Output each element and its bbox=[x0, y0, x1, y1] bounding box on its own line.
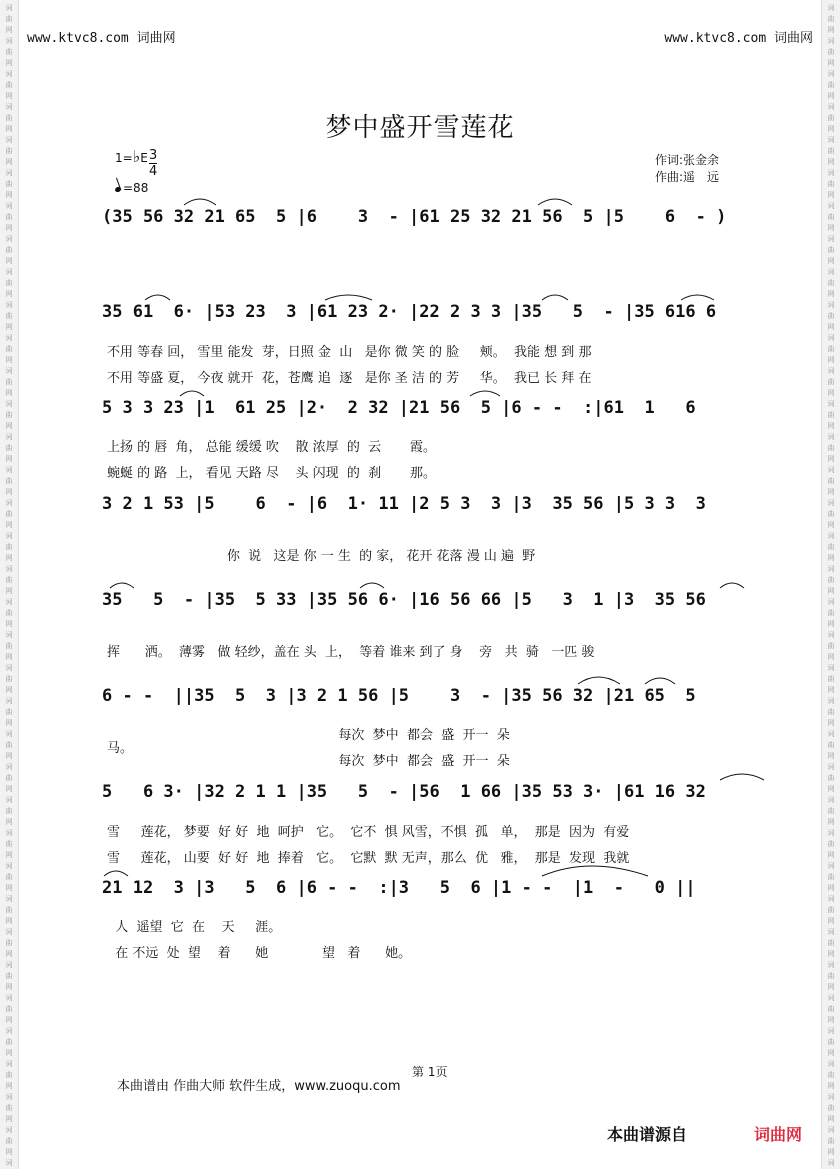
jianpu-notes: 35 5 - |35 5 33 |35 56 6· |16 56 66 |5 3 1 |3 35 56 bbox=[102, 590, 706, 610]
slur-arc bbox=[542, 866, 648, 876]
watermark-glyph: 词 bbox=[827, 466, 835, 474]
watermark-glyph: 网 bbox=[827, 1049, 835, 1057]
watermark-glyph: 曲 bbox=[827, 213, 835, 221]
watermark-glyph: 词 bbox=[5, 664, 13, 672]
watermark-glyph: 曲 bbox=[5, 675, 13, 683]
watermark-glyph: 词 bbox=[827, 136, 835, 144]
watermark-glyph: 网 bbox=[5, 818, 13, 826]
watermark-glyph: 词 bbox=[827, 169, 835, 177]
watermark-glyph: 词 bbox=[827, 532, 835, 540]
source-label: 本曲谱源自 bbox=[607, 1125, 688, 1144]
lyric-line: 不用 等盛 夏， 今夜 就开 花，苍鹰 追 逐 是你 圣 洁 的 芳 华。 我已 长 拜 在 bbox=[107, 371, 592, 386]
watermark-glyph: 词 bbox=[5, 1159, 13, 1167]
watermark-glyph: 网 bbox=[5, 587, 13, 595]
watermark-glyph: 网 bbox=[5, 917, 13, 925]
watermark-glyph: 曲 bbox=[827, 510, 835, 518]
watermark-glyph: 词 bbox=[5, 1126, 13, 1134]
watermark-glyph: 词 bbox=[5, 895, 13, 903]
watermark-glyph: 词 bbox=[827, 697, 835, 705]
lyric-line: 每次 梦中 都会 盛 开一 朵 bbox=[107, 728, 510, 743]
watermark-glyph: 曲 bbox=[827, 972, 835, 980]
watermark-glyph: 网 bbox=[5, 323, 13, 331]
watermark-glyph: 词 bbox=[827, 928, 835, 936]
watermark-glyph: 词 bbox=[5, 928, 13, 936]
generated-by-footer: 本曲谱由 作曲大师 软件生成，www.zuoqu.com bbox=[117, 1079, 401, 1094]
watermark-glyph: 词 bbox=[827, 994, 835, 1002]
slur-arc bbox=[578, 677, 620, 684]
lyric-line: 雪 莲花， 梦要 好 好 地 呵护 它。 它不 惧 风雪，不惧 孤 单， 那是 因为 有爱 bbox=[107, 825, 630, 840]
watermark-glyph: 词 bbox=[5, 631, 13, 639]
composer: 作曲:遥 远 bbox=[655, 170, 720, 184]
watermark-glyph: 曲 bbox=[5, 1137, 13, 1145]
watermark-glyph: 网 bbox=[827, 851, 835, 859]
watermark-glyph: 曲 bbox=[5, 807, 13, 815]
watermark-glyph: 曲 bbox=[827, 180, 835, 188]
watermark-glyph: 词 bbox=[5, 763, 13, 771]
watermark-glyph: 曲 bbox=[5, 411, 13, 419]
tempo-value: =88 bbox=[123, 181, 149, 195]
page-number: 第 1页 bbox=[412, 1065, 448, 1079]
watermark-glyph: 网 bbox=[827, 653, 835, 661]
watermark-glyph: 词 bbox=[827, 1126, 835, 1134]
watermark-glyph: 词 bbox=[827, 499, 835, 507]
watermark-glyph: 词 bbox=[827, 631, 835, 639]
watermark-glyph: 词 bbox=[827, 598, 835, 606]
watermark-glyph: 曲 bbox=[5, 708, 13, 716]
watermark-glyph: 网 bbox=[5, 1115, 13, 1123]
watermark-glyph: 网 bbox=[5, 224, 13, 232]
watermark-glyph: 曲 bbox=[827, 543, 835, 551]
slur-arc bbox=[542, 295, 568, 300]
watermark-glyph: 网 bbox=[827, 356, 835, 364]
watermark-glyph: 词 bbox=[5, 499, 13, 507]
watermark-glyph: 网 bbox=[827, 1115, 835, 1123]
slur-arc bbox=[470, 391, 500, 396]
watermark-glyph: 词 bbox=[827, 1093, 835, 1101]
watermark-glyph: 网 bbox=[5, 356, 13, 364]
slur-arc bbox=[104, 871, 128, 876]
jianpu-notes: 5 6 3· |32 2 1 1 |35 5 - |56 1 66 |35 53 3· |61 16 32 bbox=[102, 782, 706, 802]
watermark-glyph: 词 bbox=[5, 1027, 13, 1035]
site-url[interactable]: www.ktvc8.com bbox=[664, 31, 767, 46]
slur-arc bbox=[145, 295, 170, 300]
song-title: 梦中盛开雪莲花 bbox=[325, 113, 515, 143]
watermark-glyph: 网 bbox=[827, 422, 835, 430]
slur-arc bbox=[184, 199, 216, 205]
watermark-glyph: 词 bbox=[827, 433, 835, 441]
watermark-glyph: 曲 bbox=[5, 1104, 13, 1112]
watermark-glyph: 词 bbox=[827, 829, 835, 837]
watermark-glyph: 网 bbox=[5, 125, 13, 133]
watermark-glyph: 词 bbox=[5, 235, 13, 243]
slur-arc bbox=[720, 583, 744, 588]
watermark-glyph: 曲 bbox=[827, 576, 835, 584]
watermark-glyph: 曲 bbox=[5, 114, 13, 122]
watermark-glyph: 词 bbox=[827, 301, 835, 309]
watermark-glyph: 网 bbox=[5, 686, 13, 694]
watermark-glyph: 曲 bbox=[827, 147, 835, 155]
watermark-glyph: 曲 bbox=[5, 939, 13, 947]
watermark-glyph: 词 bbox=[5, 103, 13, 111]
watermark-glyph: 曲 bbox=[827, 939, 835, 947]
watermark-glyph: 网 bbox=[827, 620, 835, 628]
lyric-line: 马。 bbox=[107, 741, 134, 756]
watermark-glyph: 网 bbox=[5, 554, 13, 562]
watermark-glyph: 网 bbox=[5, 851, 13, 859]
watermark-glyph: 网 bbox=[5, 719, 13, 727]
watermark-glyph: 曲 bbox=[827, 279, 835, 287]
watermark-glyph: 网 bbox=[827, 686, 835, 694]
key-prefix: 1= bbox=[115, 151, 133, 165]
key-note: E bbox=[140, 151, 148, 165]
watermark-glyph: 词 bbox=[827, 862, 835, 870]
slur-arc bbox=[360, 583, 384, 588]
watermark-glyph: 词 bbox=[827, 70, 835, 78]
watermark-glyph: 曲 bbox=[827, 873, 835, 881]
watermark-glyph: 曲 bbox=[827, 675, 835, 683]
watermark-glyph: 曲 bbox=[5, 609, 13, 617]
watermark-glyph: 词 bbox=[5, 730, 13, 738]
watermark-glyph: 曲 bbox=[5, 906, 13, 914]
watermark-glyph: 网 bbox=[827, 323, 835, 331]
watermark-glyph: 词 bbox=[5, 4, 13, 12]
watermark-glyph: 曲 bbox=[827, 378, 835, 386]
watermark-glyph: 网 bbox=[827, 1016, 835, 1024]
watermark-glyph: 曲 bbox=[5, 1071, 13, 1079]
watermark-glyph: 网 bbox=[827, 521, 835, 529]
site-name[interactable]: 词曲网 bbox=[773, 31, 813, 46]
watermark-glyph: 词 bbox=[5, 1060, 13, 1068]
time-top: 3 bbox=[149, 148, 158, 163]
watermark-glyph: 网 bbox=[827, 290, 835, 298]
watermark-glyph: 词 bbox=[5, 961, 13, 969]
slur-arc bbox=[180, 391, 204, 396]
watermark-glyph: 词 bbox=[827, 961, 835, 969]
watermark-glyph: 曲 bbox=[5, 378, 13, 386]
watermark-glyph: 网 bbox=[5, 1148, 13, 1156]
jianpu-notes: 35 61 6· |53 23 3 |61 23 2· |22 2 3 3 |35 5 - |35 616 6 bbox=[102, 302, 717, 322]
watermark-glyph: 曲 bbox=[5, 15, 13, 23]
watermark-glyph: 词 bbox=[5, 169, 13, 177]
watermark-glyph: 词 bbox=[827, 565, 835, 573]
watermark-glyph: 网 bbox=[5, 785, 13, 793]
watermark-glyph: 曲 bbox=[827, 609, 835, 617]
watermark-glyph: 网 bbox=[827, 488, 835, 496]
watermark-glyph: 词 bbox=[827, 1027, 835, 1035]
watermark-glyph: 曲 bbox=[5, 1005, 13, 1013]
watermark-glyph: 曲 bbox=[5, 246, 13, 254]
watermark-glyph: 曲 bbox=[5, 48, 13, 56]
watermark-glyph: 网 bbox=[5, 455, 13, 463]
watermark-glyph: 网 bbox=[5, 59, 13, 67]
lyric-line: 蜿蜒 的 路 上， 看见 天路 尽 头 闪现 的 刹 那。 bbox=[107, 466, 437, 481]
watermark-glyph: 词 bbox=[827, 1060, 835, 1068]
watermark-glyph: 词 bbox=[5, 862, 13, 870]
watermark-glyph: 词 bbox=[5, 466, 13, 474]
slur-arc bbox=[538, 199, 572, 205]
watermark-glyph: 词 bbox=[827, 268, 835, 276]
watermark-glyph: 曲 bbox=[5, 180, 13, 188]
watermark-glyph: 曲 bbox=[827, 312, 835, 320]
watermark-glyph: 网 bbox=[827, 719, 835, 727]
watermark-glyph: 网 bbox=[827, 125, 835, 133]
watermark-glyph: 网 bbox=[827, 389, 835, 397]
watermark-glyph: 词 bbox=[5, 1093, 13, 1101]
watermark-glyph: 词 bbox=[5, 400, 13, 408]
watermark-glyph: 词 bbox=[827, 664, 835, 672]
watermark-glyph: 词 bbox=[827, 763, 835, 771]
watermark-glyph: 网 bbox=[827, 455, 835, 463]
watermark-glyph: 词 bbox=[827, 37, 835, 45]
watermark-glyph: 词 bbox=[827, 730, 835, 738]
watermark-glyph: 网 bbox=[5, 257, 13, 265]
watermark-glyph: 网 bbox=[827, 257, 835, 265]
watermark-glyph: 曲 bbox=[827, 444, 835, 452]
watermark-glyph: 曲 bbox=[5, 477, 13, 485]
watermark-glyph: 网 bbox=[827, 884, 835, 892]
watermark-glyph: 词 bbox=[5, 598, 13, 606]
watermark-glyph: 网 bbox=[5, 884, 13, 892]
watermark-glyph: 词 bbox=[827, 367, 835, 375]
watermark-glyph: 网 bbox=[5, 422, 13, 430]
jianpu-notes: 3 2 1 53 |5 6 - |6 1· 11 |2 5 3 3 |3 35 56 |5 3 3 3 bbox=[102, 494, 706, 514]
watermark-glyph: 曲 bbox=[827, 1071, 835, 1079]
slur-arc bbox=[720, 774, 764, 780]
watermark-glyph: 曲 bbox=[5, 840, 13, 848]
slur-arc bbox=[681, 295, 714, 300]
watermark-glyph: 网 bbox=[827, 59, 835, 67]
watermark-glyph: 词 bbox=[5, 697, 13, 705]
watermark-glyph: 词 bbox=[827, 334, 835, 342]
watermark-glyph: 网 bbox=[827, 752, 835, 760]
watermark-glyph: 网 bbox=[5, 389, 13, 397]
watermark-glyph: 曲 bbox=[827, 246, 835, 254]
watermark-glyph: 词 bbox=[827, 235, 835, 243]
watermark-glyph: 网 bbox=[827, 92, 835, 100]
watermark-glyph: 网 bbox=[5, 158, 13, 166]
watermark-glyph: 词 bbox=[5, 37, 13, 45]
site-name[interactable]: 词曲网 bbox=[136, 31, 176, 46]
watermark-glyph: 曲 bbox=[5, 279, 13, 287]
watermark-glyph: 词 bbox=[5, 202, 13, 210]
watermark-glyph: 曲 bbox=[827, 1005, 835, 1013]
watermark-glyph: 曲 bbox=[827, 1137, 835, 1145]
watermark-glyph: 曲 bbox=[5, 81, 13, 89]
watermark-glyph: 词 bbox=[5, 829, 13, 837]
watermark-glyph: 词 bbox=[5, 268, 13, 276]
watermark-glyph: 网 bbox=[5, 290, 13, 298]
watermark-glyph: 网 bbox=[827, 26, 835, 34]
watermark-glyph: 曲 bbox=[5, 972, 13, 980]
watermark-glyph: 网 bbox=[827, 950, 835, 958]
slur-arc bbox=[110, 583, 134, 588]
jianpu-notes: 21 12 3 |3 5 6 |6 - - :|3 5 6 |1 - - |1 - 0 || bbox=[102, 878, 696, 898]
site-url[interactable]: www.ktvc8.com bbox=[27, 31, 129, 46]
watermark-glyph: 曲 bbox=[5, 642, 13, 650]
watermark-glyph: 词 bbox=[827, 895, 835, 903]
watermark-glyph: 曲 bbox=[827, 81, 835, 89]
watermark-glyph: 曲 bbox=[827, 807, 835, 815]
slur-arc bbox=[325, 295, 372, 300]
jianpu-notes: (35 56 32 21 65 5 |6 3 - |61 25 32 21 56 5 |5 6 - ) bbox=[102, 207, 727, 227]
watermark-glyph: 网 bbox=[5, 620, 13, 628]
lyric-line: 每次 梦中 都会 盛 开一 朵 bbox=[107, 754, 510, 769]
watermark-glyph: 网 bbox=[827, 818, 835, 826]
watermark-glyph: 网 bbox=[5, 752, 13, 760]
watermark-glyph: 曲 bbox=[5, 543, 13, 551]
watermark-glyph: 曲 bbox=[827, 906, 835, 914]
lyric-line: 挥 洒。 薄雾 做 轻纱，盖在 头 上， 等着 谁来 到了 身 旁 共 骑 一匹 骏 bbox=[107, 645, 595, 660]
jianpu-notes: 6 - - ||35 5 3 |3 2 1 56 |5 3 - |35 56 32 |21 65 5 bbox=[102, 686, 696, 706]
watermark-glyph: 网 bbox=[827, 587, 835, 595]
watermark-glyph: 网 bbox=[5, 1049, 13, 1057]
lyric-line: 不用 等春 回， 雪里 能发 芽，日照 金 山 是你 微 笑 的 脸 颊。 我能 想 到 那 bbox=[107, 345, 592, 360]
watermark-glyph: 曲 bbox=[5, 576, 13, 584]
watermark-glyph: 词 bbox=[827, 1159, 835, 1167]
watermark-glyph: 曲 bbox=[827, 48, 835, 56]
watermark-glyph: 曲 bbox=[5, 345, 13, 353]
watermark-glyph: 曲 bbox=[827, 642, 835, 650]
watermark-glyph: 曲 bbox=[5, 774, 13, 782]
watermark-glyph: 词 bbox=[827, 202, 835, 210]
watermark-glyph: 曲 bbox=[5, 147, 13, 155]
lyric-line: 雪 莲花， 山要 好 好 地 捧着 它。 它默 默 无声，那么 优 雅， 那是 发现 我就 bbox=[107, 851, 630, 866]
watermark-glyph: 词 bbox=[5, 136, 13, 144]
source-link[interactable]: 词曲网 bbox=[754, 1125, 803, 1144]
watermark-glyph: 网 bbox=[5, 26, 13, 34]
watermark-glyph: 曲 bbox=[827, 741, 835, 749]
watermark-glyph: 网 bbox=[827, 983, 835, 991]
watermark-glyph: 词 bbox=[5, 334, 13, 342]
watermark-glyph: 词 bbox=[5, 565, 13, 573]
watermark-glyph: 网 bbox=[827, 917, 835, 925]
watermark-glyph: 网 bbox=[827, 1082, 835, 1090]
watermark-glyph: 词 bbox=[827, 796, 835, 804]
watermark-glyph: 曲 bbox=[5, 312, 13, 320]
lyric-line: 上扬 的 唇 角， 总能 缓缓 吹 散 浓厚 的 云 霞。 bbox=[107, 440, 437, 455]
watermark-glyph: 曲 bbox=[827, 840, 835, 848]
watermark-glyph: 网 bbox=[5, 1016, 13, 1024]
watermark-glyph: 网 bbox=[5, 653, 13, 661]
watermark-glyph: 曲 bbox=[827, 1038, 835, 1046]
watermark-glyph: 曲 bbox=[827, 774, 835, 782]
watermark-glyph: 曲 bbox=[827, 114, 835, 122]
watermark-glyph: 曲 bbox=[5, 1038, 13, 1046]
watermark-glyph: 词 bbox=[827, 400, 835, 408]
watermark-glyph: 网 bbox=[5, 92, 13, 100]
watermark-glyph: 曲 bbox=[5, 873, 13, 881]
watermark-glyph: 曲 bbox=[827, 345, 835, 353]
watermark-glyph: 曲 bbox=[827, 708, 835, 716]
watermark-glyph: 网 bbox=[5, 191, 13, 199]
watermark-glyph: 词 bbox=[5, 433, 13, 441]
watermark-glyph: 网 bbox=[5, 950, 13, 958]
lyricist: 作词:张金余 bbox=[655, 153, 720, 167]
watermark-glyph: 网 bbox=[5, 1082, 13, 1090]
watermark-glyph: 网 bbox=[827, 158, 835, 166]
watermark-glyph: 曲 bbox=[827, 1104, 835, 1112]
watermark-glyph: 词 bbox=[5, 70, 13, 78]
watermark-glyph: 网 bbox=[5, 983, 13, 991]
flat-symbol: ♭ bbox=[132, 147, 141, 166]
watermark-glyph: 词 bbox=[5, 796, 13, 804]
slur-arc bbox=[645, 678, 675, 684]
watermark-glyph: 网 bbox=[827, 224, 835, 232]
watermark-glyph: 曲 bbox=[827, 411, 835, 419]
watermark-glyph: 曲 bbox=[5, 444, 13, 452]
watermark-glyph: 网 bbox=[827, 554, 835, 562]
watermark-glyph: 词 bbox=[5, 532, 13, 540]
jianpu-notes: 5 3 3 23 |1 61 25 |2· 2 32 |21 56 5 |6 - - :|61 1 6 bbox=[102, 398, 696, 418]
watermark-glyph: 网 bbox=[827, 1148, 835, 1156]
watermark-glyph: 网 bbox=[827, 191, 835, 199]
watermark-glyph: 曲 bbox=[827, 477, 835, 485]
lyric-line: 在 不远 处 望 着 她 望 着 她。 bbox=[107, 946, 412, 961]
watermark-glyph: 词 bbox=[5, 994, 13, 1002]
watermark-glyph: 网 bbox=[5, 521, 13, 529]
watermark-glyph: 曲 bbox=[5, 741, 13, 749]
watermark-glyph: 曲 bbox=[5, 510, 13, 518]
time-bottom: 4 bbox=[149, 164, 158, 179]
watermark-glyph: 词 bbox=[5, 301, 13, 309]
lyric-line: 你 说 这是 你 一 生 的 家， 花开 花落 漫 山 遍 野 bbox=[107, 549, 536, 564]
watermark-glyph: 词 bbox=[827, 4, 835, 12]
watermark-glyph: 词 bbox=[827, 103, 835, 111]
watermark-glyph: 网 bbox=[5, 488, 13, 496]
watermark-glyph: 网 bbox=[827, 785, 835, 793]
watermark-glyph: 曲 bbox=[827, 15, 835, 23]
watermark-glyph: 词 bbox=[5, 367, 13, 375]
lyric-line: 人 遥望 它 在 天 涯。 bbox=[107, 920, 282, 935]
watermark-glyph: 曲 bbox=[5, 213, 13, 221]
